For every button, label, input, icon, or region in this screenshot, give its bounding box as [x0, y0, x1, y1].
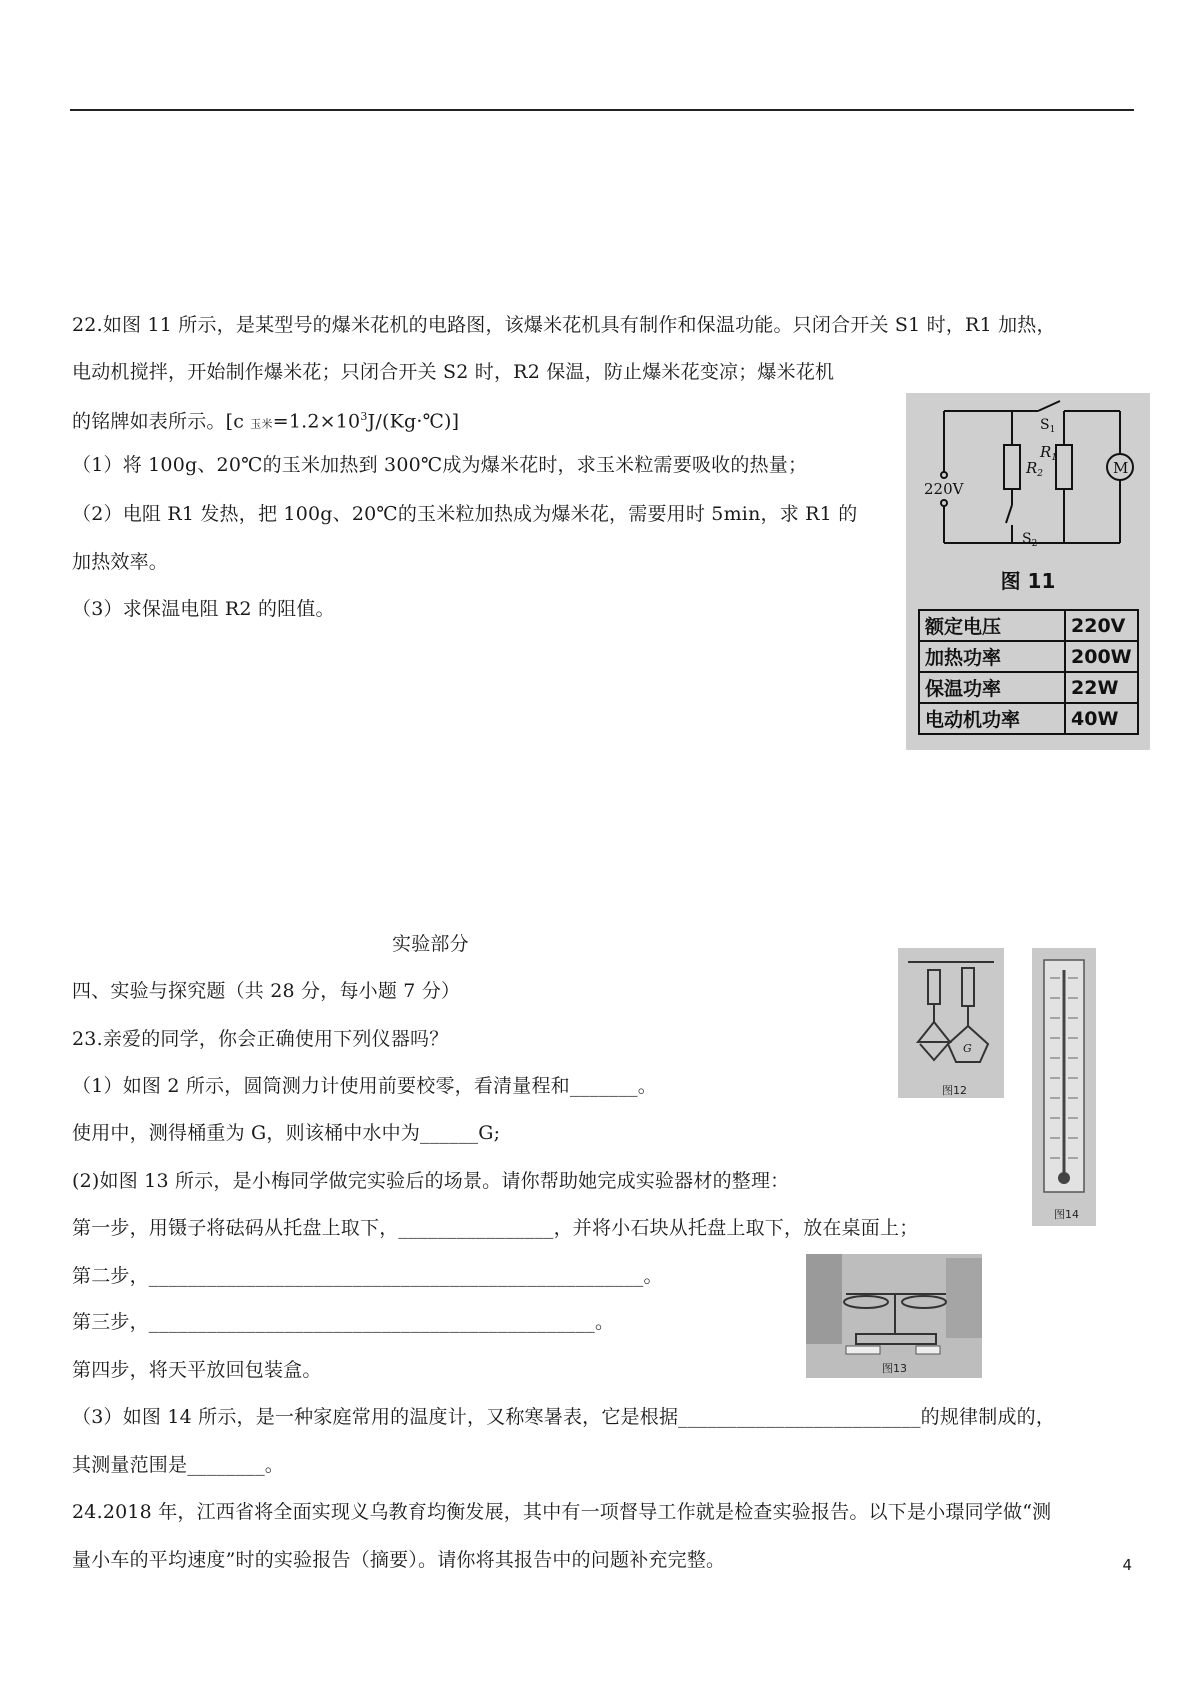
q23-part-2: (2)如图 13 所示，是小梅同学做完实验后的场景。请你帮助她完成实验器材的整理： [72, 1170, 790, 1192]
page-number: 4 [1122, 1556, 1132, 1574]
table-row [919, 703, 1138, 734]
section-title: 实验部分 [392, 933, 469, 955]
q22-part-2b: 加热效率。 [72, 551, 169, 573]
figure-14-photo [1032, 948, 1096, 1226]
q23-step-1: 第一步，用镊子将砝码从托盘上取下，________________，并将小石块从托盘上取下，放在桌面上； [72, 1217, 919, 1239]
weight-g-label: G [963, 1042, 972, 1055]
thermometer-image [1032, 948, 1096, 1226]
figure-12-photo [898, 948, 1004, 1098]
q23-part-1b: 使用中，测得桶重为 G，则该桶中水中为______G; [72, 1122, 501, 1144]
table-row [919, 610, 1138, 641]
q23-step-4: 第四步，将天平放回包装盒。 [72, 1359, 322, 1381]
table-row [919, 672, 1138, 703]
q23-part-3a: （3）如图 14 所示，是一种家庭常用的温度计，又称寒暑表，它是根据_________________________的规律制成的， [72, 1406, 1056, 1428]
spec-key: 电动机功率 [919, 703, 1065, 734]
figure-11-caption: 图 11 [1000, 569, 1056, 593]
spec-value: 40W [1065, 703, 1138, 734]
motor-label: M [1113, 459, 1129, 477]
s1-label: $S_1$ [1040, 417, 1056, 435]
q22-line-2: 电动机搅拌，开始制作爆米花；只闭合开关 S2 时，R2 保温，防止爆米花变凉；爆米花机 [72, 361, 835, 383]
circuit-diagram [906, 393, 1150, 563]
spec-value: 22W [1065, 672, 1138, 703]
spec-key: 额定电压 [919, 610, 1065, 641]
q24-line-2: 量小车的平均速度”时的实验报告（摘要）。请你将其报告中的问题补充完整。 [72, 1549, 726, 1571]
nameplate-table [918, 609, 1139, 735]
q22-line-1: 22.如图 11 所示，是某型号的爆米花机的电路图，该爆米花机具有制作和保温功能。只闭合开关 S1 时，R1 加热， [72, 314, 1056, 336]
figure-13-photo [806, 1254, 982, 1378]
section-heading: 四、实验与探究题（共 28 分，每小题 7 分） [72, 980, 461, 1002]
q23-step-3: 第三步，______________________________________________。 [72, 1311, 615, 1333]
q22-line-3: 的铭牌如表所示。[c 玉米$=1.2\times 10^3J/(Kg\cdot℃)$] [72, 410, 460, 433]
q23-intro: 23.亲爱的同学，你会正确使用下列仪器吗？ [72, 1028, 449, 1050]
q22-part-3: （3）求保温电阻 R2 的阻值。 [72, 598, 335, 620]
spec-value: 200W [1065, 641, 1138, 672]
figure-12-caption: 图12 [942, 1084, 967, 1097]
q22-part-1: （1）将 100g、20℃的玉米加热到 300℃成为爆米花时，求玉米粒需要吸收的热量； [72, 454, 808, 476]
q24-line-1: 24.2018 年，江西省将全面实现义乌教育均衡发展，其中有一项督导工作就是检查实验报告。以下是小璟同学做“测 [72, 1501, 1052, 1523]
table-row [919, 641, 1138, 672]
q23-part-1a: （1）如图 2 所示，圆筒测力计使用前要校零，看清量程和_______。 [72, 1075, 657, 1097]
q23-part-3b: 其测量范围是________。 [72, 1454, 285, 1476]
header-rule [70, 109, 1134, 111]
figure-14-caption: 图14 [1054, 1208, 1079, 1221]
r2-label: $R_2$ [1026, 459, 1044, 479]
spec-value: 220V [1065, 610, 1138, 641]
spec-key: 保温功率 [919, 672, 1065, 703]
s2-label: $S_2$ [1022, 531, 1038, 549]
figure-11 [906, 393, 1150, 750]
figure-13-caption: 图13 [882, 1362, 907, 1375]
r1-label: $R_1$ [1040, 443, 1058, 463]
q23-step-2: 第二步，___________________________________________________。 [72, 1265, 663, 1287]
voltage-label: 220V [924, 480, 964, 498]
spring-scale-image [898, 948, 1004, 1098]
q22-part-2a: （2）电阻 R1 发热，把 100g、20℃的玉米粒加热成为爆米花，需要用时 5min，求 R1 的 [72, 503, 858, 525]
spec-key: 加热功率 [919, 641, 1065, 672]
